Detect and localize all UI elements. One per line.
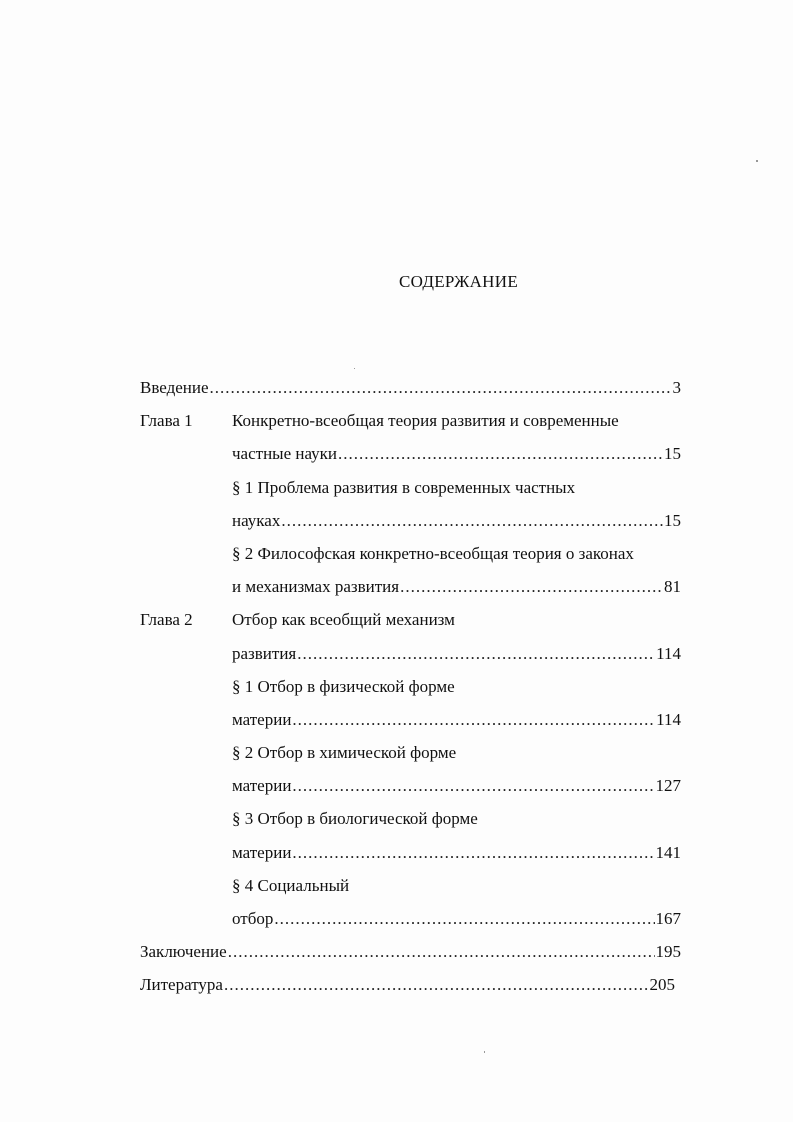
toc-page-number: 167 [655, 909, 681, 928]
toc-chapter-1-heading[interactable] [140, 404, 685, 437]
toc-entry-literature[interactable] [140, 968, 685, 1001]
toc-section-2-4-cont[interactable] [140, 902, 685, 935]
toc-entry-text: Заключение [140, 942, 227, 962]
toc-page-number: 81 [664, 577, 681, 597]
toc-line [232, 471, 575, 504]
toc-entry-text: Конкретно-всеобщая теория развития и современные [232, 411, 619, 431]
toc-entry-conclusion[interactable] [140, 935, 685, 968]
toc-section-2-4[interactable] [140, 869, 685, 902]
toc-line [140, 968, 675, 1001]
toc-page-number: 15 [664, 444, 681, 464]
toc-chapter-1-cont[interactable] [140, 437, 685, 470]
toc-page-number: 3 [672, 378, 681, 397]
toc-line [140, 935, 681, 968]
toc-page-number: 205 [649, 975, 675, 995]
toc-entry-text: развития [232, 643, 297, 663]
toc-line [232, 802, 478, 835]
toc-entry-text: материи [232, 776, 292, 796]
toc-section-1-1[interactable] [140, 471, 685, 504]
toc-section-2-1-cont[interactable] [140, 703, 685, 736]
toc-entry-text: § 4 Социальный [232, 875, 350, 895]
toc-section-2-2[interactable] [140, 736, 685, 769]
toc-entry-text: § 1 Отбор в физической форме [232, 676, 455, 696]
toc-line [232, 570, 681, 603]
toc-entry-text: § 2 Философская конкретно-всеобщая теория о законах [232, 543, 634, 563]
toc-line [140, 371, 681, 404]
toc-page-number: 114 [656, 709, 681, 729]
toc-entry-text: § 1 Проблема развития в современных частных [232, 477, 576, 497]
dot-leader [228, 935, 655, 968]
toc-page-number: 195 [655, 942, 681, 962]
toc-line [232, 736, 456, 769]
dot-leader [400, 570, 663, 603]
dot-leader [292, 836, 654, 869]
dot-leader [292, 703, 655, 736]
toc-line [232, 703, 681, 736]
toc-line [232, 504, 681, 537]
scan-speck [484, 1051, 485, 1053]
dot-leader [210, 371, 672, 404]
toc-line [232, 670, 455, 703]
toc-page-number: 141 [655, 842, 681, 862]
scan-speck [354, 368, 355, 369]
dot-leader [297, 637, 655, 670]
toc-entry-text: отбор [232, 909, 274, 928]
toc-entry-text: материи [232, 709, 292, 729]
toc-entry-text: § 3 Отбор в биологической форме [232, 809, 478, 829]
toc-page-number: 127 [655, 776, 681, 796]
toc-line [232, 404, 619, 437]
dot-leader [292, 769, 654, 802]
chapter-label: Глава 1 [140, 411, 193, 431]
toc-entry-text: § 2 Отбор в химической форме [232, 743, 457, 763]
chapter-label: Глава 2 [140, 610, 193, 630]
toc-section-2-3[interactable] [140, 802, 685, 835]
toc-line [232, 637, 681, 670]
toc-line [232, 902, 681, 935]
toc-entry-text: частные науки [232, 444, 338, 464]
toc-entry-text: науках [232, 510, 281, 530]
toc-entry-text: и механизмах развития [232, 577, 400, 597]
dot-leader [224, 968, 649, 1001]
toc-section-2-2-cont[interactable] [140, 769, 685, 802]
toc-entry-text: Отбор как всеобщий механизм [232, 610, 455, 630]
toc-entry-text: материи [232, 842, 292, 862]
dot-leader [281, 504, 663, 537]
toc-section-2-3-cont[interactable] [140, 836, 685, 869]
dot-leader [338, 437, 663, 470]
toc-line [232, 537, 634, 570]
toc-chapter-2-heading[interactable] [140, 603, 685, 636]
toc-section-2-1[interactable] [140, 670, 685, 703]
toc-line [232, 769, 681, 802]
toc-section-1-2[interactable] [140, 537, 685, 570]
toc-line [232, 437, 681, 470]
dot-leader [274, 902, 654, 935]
toc-entry-text: Введение [140, 378, 209, 397]
toc-line [232, 603, 455, 636]
page-title: СОДЕРЖАНИЕ [398, 272, 519, 291]
toc-entry-intro[interactable] [140, 371, 685, 404]
toc-line [232, 836, 681, 869]
toc-page-number: 15 [664, 510, 681, 530]
toc-line [232, 869, 349, 902]
toc-section-1-2-cont[interactable] [140, 570, 685, 603]
toc-section-1-1-cont[interactable] [140, 504, 685, 537]
toc-entry-text: Литература [140, 975, 223, 995]
scan-speck [756, 160, 758, 162]
toc-page-number: 114 [656, 643, 681, 663]
toc-chapter-2-cont[interactable] [140, 637, 685, 670]
table-of-contents [140, 371, 685, 1002]
